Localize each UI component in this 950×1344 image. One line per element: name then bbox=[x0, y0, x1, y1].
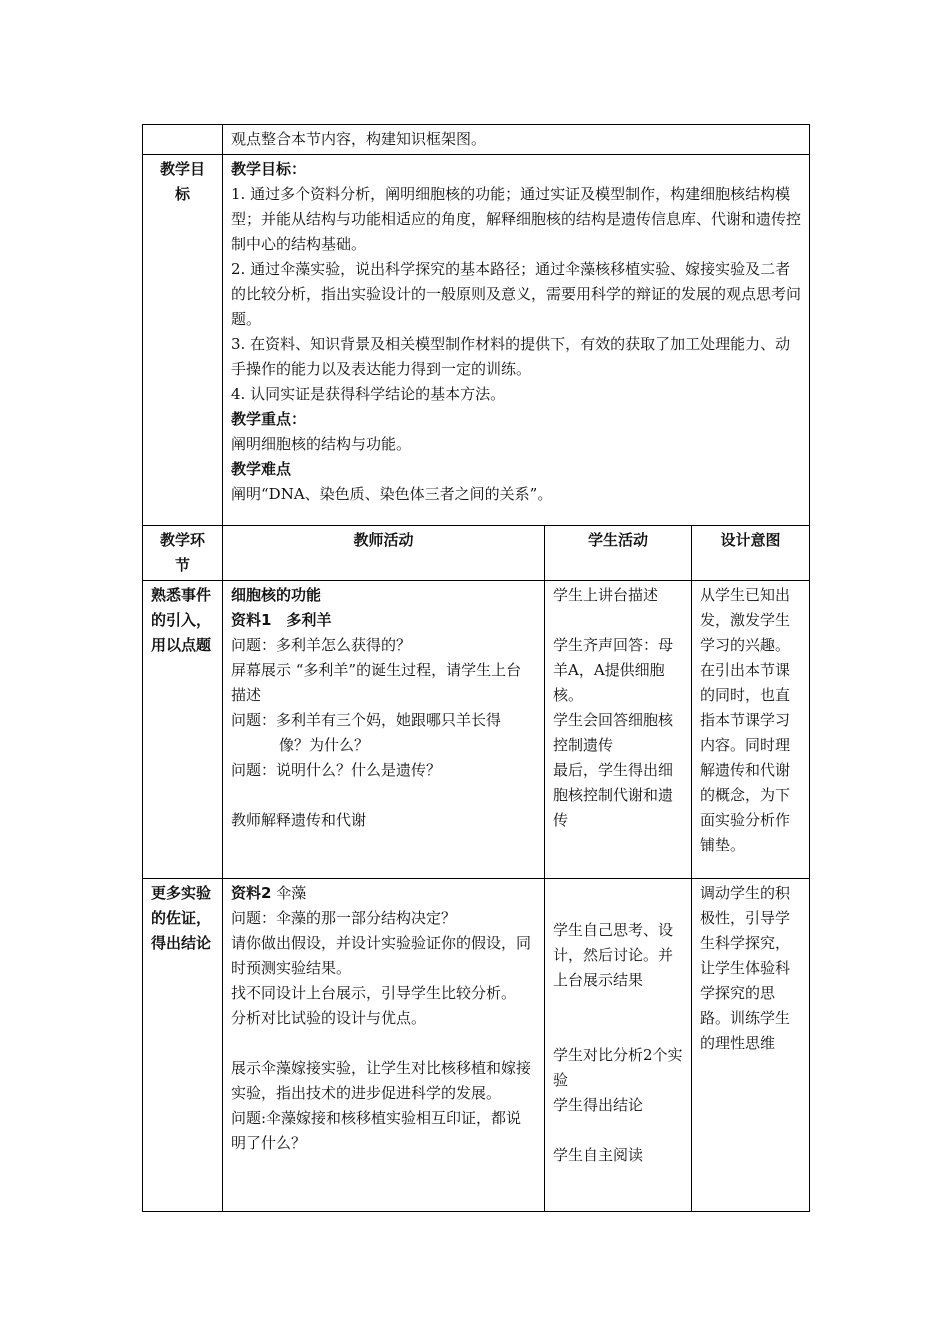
section2-student bbox=[545, 879, 692, 1212]
section1-show: 屏幕展示 “多利羊”的诞生过程，请学生上台描述 bbox=[231, 661, 522, 704]
student-activity: 最后，学生得出细胞核控制代谢和遗传 bbox=[553, 761, 674, 829]
section2-paragraph: 展示伞藻嫁接实验，让学生对比核移植和嫁接实验，指出技术的进步促进科学的发展。 bbox=[231, 1059, 532, 1102]
section2-paragraph: 请你做出假设，并设计实验验证你的假设，同时预测实验结果。 bbox=[231, 934, 532, 977]
header-teacher: 教师活动 bbox=[223, 526, 545, 581]
student-activity: 学生自己思考、设计，然后讨论。并上台展示结果 bbox=[553, 921, 674, 989]
student-activity: 学生齐声回答：母羊A，A提供细胞核。 bbox=[553, 636, 674, 704]
intro-label-cell bbox=[143, 125, 223, 155]
goal-item: 3. 在资料、知识背景及相关模型制作材料的提供下，有效的获取了加工处理能力、动手操作的能力以及表达能力得到一定的训练。 bbox=[231, 335, 791, 378]
section2-row bbox=[143, 879, 810, 1212]
section2-paragraph: 分析对比试验的设计与优点。 bbox=[231, 1009, 427, 1027]
intro-row bbox=[143, 125, 810, 155]
section1-title: 细胞核的功能 bbox=[231, 586, 322, 604]
section1-question: 问题：多利羊有三个妈，她跟哪只羊长得 bbox=[231, 711, 502, 729]
key-point-text: 阐明细胞核的结构与功能。 bbox=[231, 435, 412, 453]
section2-teacher bbox=[223, 879, 545, 1212]
section2-intent: 调动学生的积极性，引导学生科学探究，让学生体验科学探究的思路。训练学生的理性思维 bbox=[692, 879, 810, 1212]
difficulty-text: 阐明“DNA、染色质、染色体三者之间的关系”。 bbox=[231, 485, 553, 503]
intro-text: 观点整合本节内容，构建知识框架图。 bbox=[223, 125, 810, 155]
section1-row bbox=[143, 581, 810, 879]
section1-material: 资料1 多利羊 bbox=[231, 611, 332, 629]
goal-item: 2. 通过伞藻实验，说出科学探究的基本路径；通过伞藻核移植实验、嫁接实验及二者的比较分析，指出实验设计的一般原则及意义，需要用科学的辩证的发展的观点思考问题。 bbox=[231, 260, 802, 328]
header-intent: 设计意图 bbox=[692, 526, 810, 581]
student-activity: 学生得出结论 bbox=[553, 1096, 644, 1114]
section1-question: 问题：多利羊怎么获得的？ bbox=[231, 636, 412, 654]
key-point-title: 教学重点： bbox=[231, 410, 307, 428]
section1-question-cont: 像？为什么？ bbox=[279, 736, 370, 754]
header-student: 学生活动 bbox=[545, 526, 692, 581]
objectives-label: 教学目标 bbox=[143, 155, 223, 526]
section1-stage: 熟悉事件的引入，用以点题 bbox=[143, 581, 223, 879]
section2-material-label: 资料2 bbox=[231, 884, 272, 902]
student-activity: 学生对比分析2个实验 bbox=[553, 1046, 683, 1089]
objectives-content bbox=[223, 155, 810, 526]
section2-material bbox=[231, 881, 536, 906]
section2-material-name: 伞藻 bbox=[271, 884, 307, 902]
objectives-row bbox=[143, 155, 810, 526]
section1-student bbox=[545, 581, 692, 879]
difficulty-title: 教学难点 bbox=[231, 460, 292, 478]
section1-explain: 教师解释遗传和代谢 bbox=[231, 811, 367, 829]
lesson-plan-table bbox=[142, 124, 810, 1212]
student-activity: 学生会回答细胞核控制遗传 bbox=[553, 711, 674, 754]
section2-stage: 更多实验的佐证，得出结论 bbox=[143, 879, 223, 1212]
section1-question: 问题：说明什么？什么是遗传？ bbox=[231, 761, 442, 779]
section2-paragraph: 找不同设计上台展示，引导学生比较分析。 bbox=[231, 984, 517, 1002]
goal-item: 4. 认同实证是获得科学结论的基本方法。 bbox=[231, 385, 506, 403]
goal-item: 1. 通过多个资料分析，阐明细胞核的功能；通过实证及模型制作，构建细胞核结构模型；并能从结构与功能相适应的角度，解释细胞核的结构是遗传信息库、代谢和遗传控制中心的结构基础。 bbox=[231, 185, 802, 253]
section1-intent: 从学生已知出发，激发学生学习的兴趣。在引出本节课的同时，也直指本节课学习内容。同时理解遗传和代谢的概念，为下面实验分析作铺垫。 bbox=[692, 581, 810, 879]
table-header-row bbox=[143, 526, 810, 581]
student-activity: 学生上讲台描述 bbox=[553, 586, 659, 604]
section1-teacher bbox=[223, 581, 545, 879]
section2-question: 问题：伞藻的那一部分结构决定？ bbox=[231, 909, 457, 927]
section2-question: 问题:伞藻嫁接和核移植实验相互印证，都说明了什么？ bbox=[231, 1109, 522, 1152]
goals-title: 教学目标： bbox=[231, 160, 307, 178]
student-activity: 学生自主阅读 bbox=[553, 1146, 644, 1164]
header-stage: 教学环节 bbox=[143, 526, 223, 581]
